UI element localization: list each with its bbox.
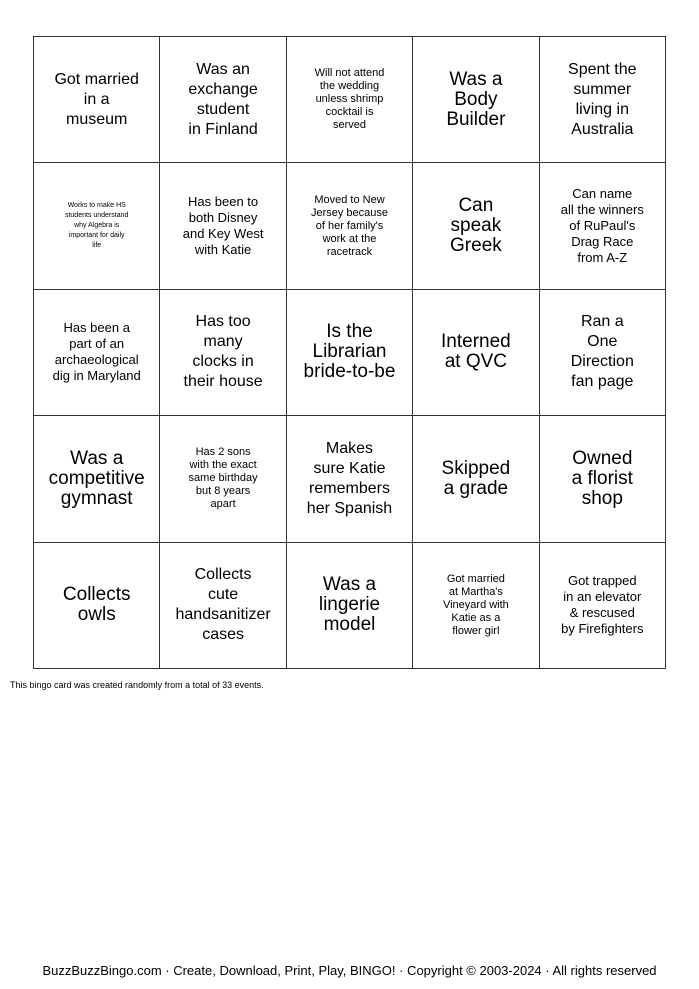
bingo-cell-text: Was a lingerie model: [318, 574, 381, 636]
bingo-cell-text: Spent the summer living in Australia: [568, 60, 637, 138]
bingo-cell: [413, 543, 539, 669]
bingo-cell: [287, 37, 413, 163]
bingo-cell-text: Skipped a grade: [441, 457, 511, 499]
bingo-cell: [287, 543, 413, 669]
bingo-cell-text: Can speak Greek: [450, 195, 502, 257]
bingo-cell-text: Owned a florist shop: [571, 447, 633, 509]
bingo-cell: [413, 416, 539, 542]
bingo-cell: [160, 163, 286, 289]
bingo-cell: [34, 37, 160, 163]
bingo-cell: [540, 163, 666, 289]
bingo-cell-text: Was a competitive gymnast: [48, 447, 145, 509]
bingo-cell: [413, 290, 539, 416]
bingo-cell: [540, 543, 666, 669]
bingo-cell-text: Has been to both Disney and Key West with Katie: [182, 194, 264, 258]
bingo-cell: [160, 290, 286, 416]
bingo-cell-text: Makes sure Katie remembers her Spanish: [306, 439, 393, 517]
bingo-cell-text: Has too many clocks in their house: [183, 313, 263, 391]
bingo-cell: [287, 290, 413, 416]
bingo-cell: [287, 416, 413, 542]
bingo-cell-text: Has been a part of an archaeological dig in Maryland: [52, 320, 141, 384]
bingo-cell: [34, 543, 160, 669]
bingo-cell-text: Collects owls: [62, 584, 131, 626]
bingo-cell-text: Will not attend the wedding unless shrimp cocktail is served: [314, 67, 385, 132]
bingo-cell-text: Got married at Martha's Vineyard with Katie as a flower girl: [442, 572, 509, 637]
bingo-cell-text: Got trapped in an elevator & rescused by Firefighters: [561, 573, 644, 637]
bingo-cell: [34, 416, 160, 542]
card-note: This bingo card was created randomly from a total of 33 events.: [10, 680, 264, 690]
bingo-cell: [160, 37, 286, 163]
bingo-cell-text: Moved to New Jersey because of her family's work at the racetrack: [310, 193, 389, 258]
bingo-cell-text: Interned at QVC: [441, 331, 511, 373]
bingo-cell-text: Ran a One Direction fan page: [570, 313, 634, 391]
bingo-cell-text: Has 2 sons with the exact same birthday but 8 years apart: [188, 446, 258, 511]
bingo-cell-text: Was an exchange student in Finland: [188, 60, 258, 138]
bingo-cell: [413, 163, 539, 289]
bingo-cell: [160, 543, 286, 669]
bingo-cell-text: Was a Body Builder: [446, 68, 506, 130]
bingo-cell: [413, 37, 539, 163]
bingo-cell: [540, 416, 666, 542]
bingo-cell: [540, 37, 666, 163]
bingo-cell: [34, 290, 160, 416]
bingo-cell: [34, 163, 160, 289]
bingo-cell-text: Collects cute handsanitizer cases: [175, 566, 271, 644]
bingo-cell-text: Got married in a museum: [54, 70, 139, 128]
bingo-cell: [540, 290, 666, 416]
bingo-cell: [160, 416, 286, 542]
page-footer: BuzzBuzzBingo.com · Create, Download, Print, Play, BINGO! · Copyright © 2003-2024 · All rights reserved: [42, 963, 657, 978]
bingo-cell-text: Is the Librarian bride-to-be: [303, 321, 396, 383]
bingo-cell-text: Can name all the winners of RuPaul's Drag Race from A-Z: [560, 186, 644, 266]
bingo-card-grid: [33, 36, 666, 669]
bingo-cell-text: Works to make HS students understand why Algebra is important for daily life: [64, 202, 129, 250]
bingo-cell: [287, 163, 413, 289]
